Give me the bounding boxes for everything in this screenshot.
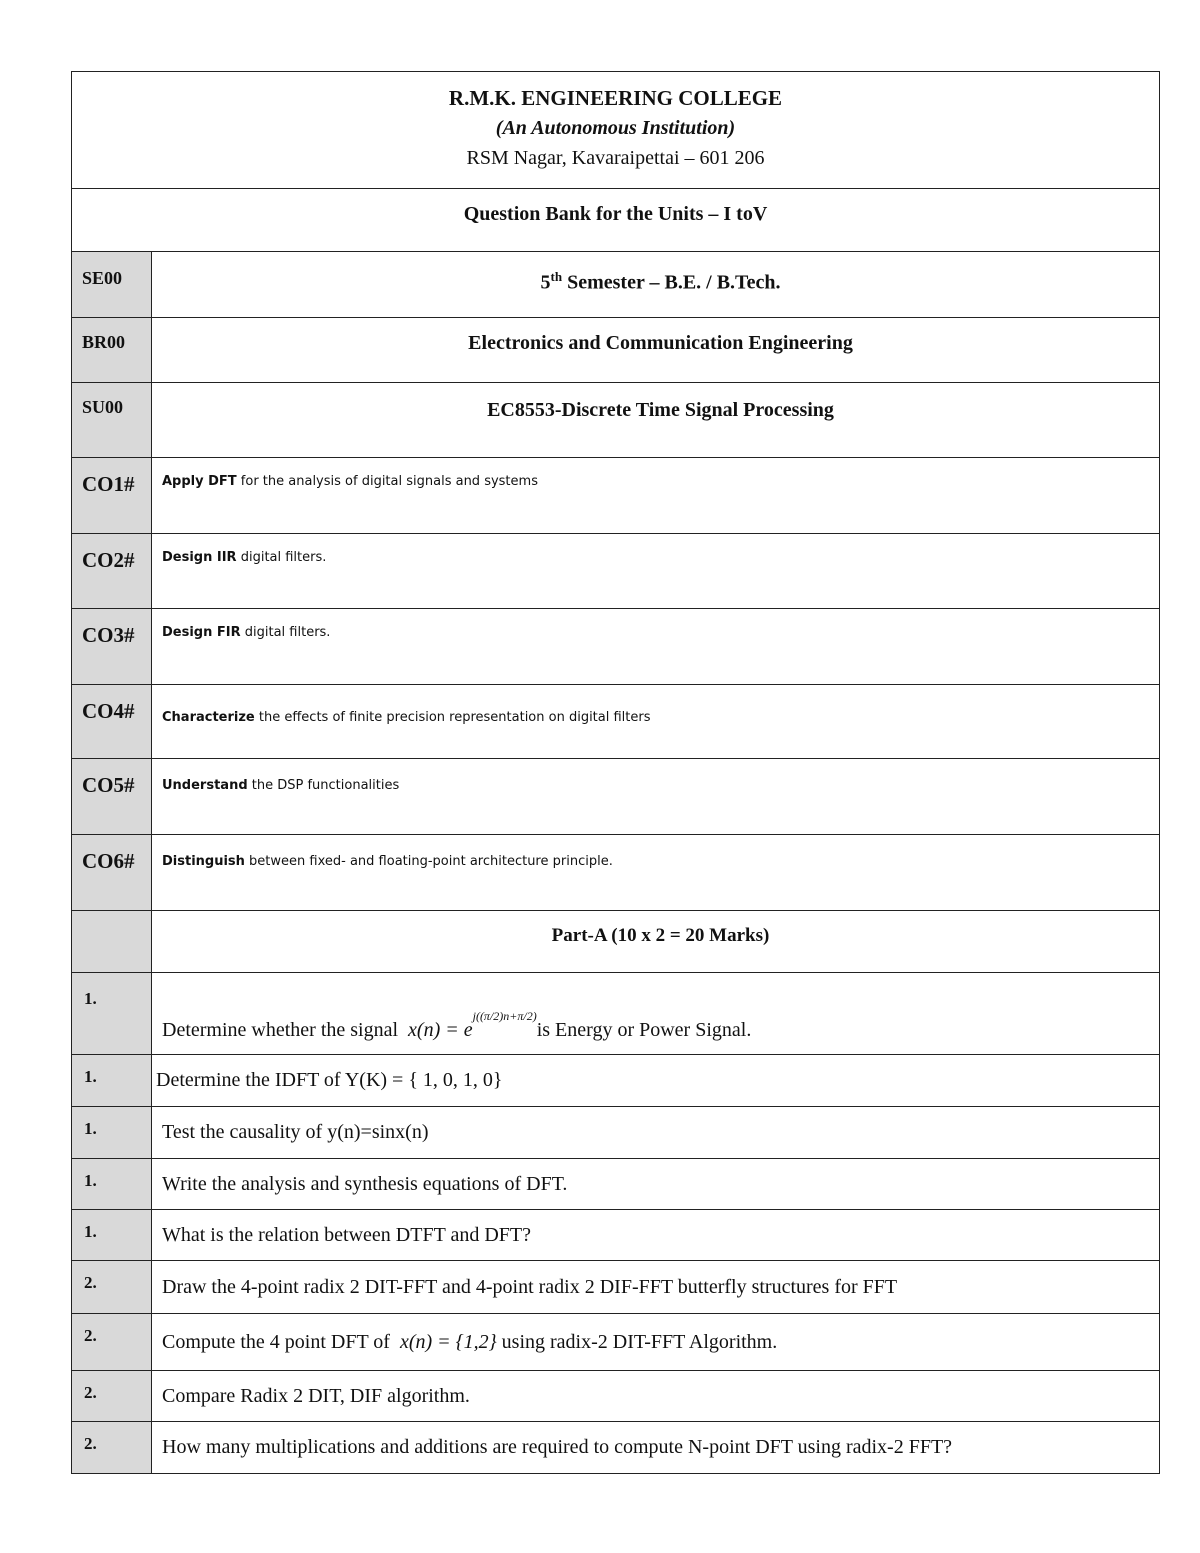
- question-row: [71, 972, 1160, 1054]
- question-text: What is the relation between DTFT and DFT?: [152, 1210, 1160, 1260]
- question-row: [71, 1313, 1160, 1370]
- question-text: Compute the 4 point DFT of x(n) = {1,2} using radix-2 DIT-FFT Algorithm.: [152, 1314, 1160, 1370]
- co-text: Characterize the effects of finite precision representation on digital filters: [152, 685, 1160, 758]
- subject-code: SU00: [71, 383, 152, 457]
- co-code: CO3#: [71, 609, 152, 684]
- question-number: 1.: [71, 1159, 152, 1209]
- question-number: 2.: [71, 1261, 152, 1313]
- co-row: [71, 684, 1160, 758]
- question-row: [71, 1158, 1160, 1209]
- semester-code: SE00: [71, 252, 152, 317]
- co-code: CO4#: [71, 685, 152, 758]
- co-row: [71, 834, 1160, 910]
- question-text: Determine the IDFT of Y(K) = { 1, 0, 1, 0}: [152, 1055, 1160, 1106]
- co-code: CO5#: [71, 759, 152, 834]
- subject-text: EC8553-Discrete Time Signal Processing: [152, 383, 1160, 457]
- question-row: [71, 1260, 1160, 1313]
- college-address: RSM Nagar, Kavaraipettai – 601 206: [466, 147, 765, 169]
- question-row: [71, 1106, 1160, 1158]
- question-text: Draw the 4-point radix 2 DIT-FFT and 4-point radix 2 DIF-FFT butterfly structures for FFT: [152, 1261, 1160, 1313]
- question-number: 2.: [71, 1422, 152, 1473]
- semester-row: [71, 251, 1160, 317]
- question-number: 1.: [71, 973, 152, 1054]
- autonomous-label: (An Autonomous Institution): [495, 117, 736, 139]
- part-a-row: [71, 910, 1160, 972]
- co-row: [71, 758, 1160, 834]
- question-row: [71, 1054, 1160, 1106]
- co-code: CO1#: [71, 458, 152, 533]
- part-a-title: Part-A (10 x 2 = 20 Marks): [152, 911, 1160, 972]
- question-text: Write the analysis and synthesis equations of DFT.: [152, 1159, 1160, 1209]
- co-row: [71, 457, 1160, 533]
- college-name: R.M.K. ENGINEERING COLLEGE: [448, 86, 783, 110]
- co-text: Design FIR digital filters.: [152, 609, 1160, 684]
- part-a-code: [71, 911, 152, 972]
- signal-equation: x(n) = e: [408, 1019, 473, 1041]
- co-text: Design IIR digital filters.: [152, 534, 1160, 608]
- subject-row: [71, 382, 1160, 457]
- signal-exponent: j((π/2)n+π/2): [472, 1009, 537, 1023]
- question-number: 2.: [71, 1371, 152, 1421]
- question-number: 1.: [71, 1055, 152, 1106]
- co-text: Distinguish between fixed- and floating-point architecture principle.: [152, 835, 1160, 910]
- college-header: [71, 71, 1160, 188]
- co-row: [71, 608, 1160, 684]
- question-row: [71, 1209, 1160, 1260]
- semester-text: 5th Semester – B.E. / B.Tech.: [152, 252, 1160, 317]
- question-row: [71, 1370, 1160, 1421]
- question-bank-title: Question Bank for the Units – I toV: [463, 203, 768, 225]
- co-row: [71, 533, 1160, 608]
- branch-text: Electronics and Communication Engineering: [152, 318, 1160, 382]
- question-number: 1.: [71, 1107, 152, 1158]
- branch-row: [71, 317, 1160, 382]
- co-code: CO2#: [71, 534, 152, 608]
- question-bank-sheet: [71, 71, 1160, 1474]
- branch-code: BR00: [71, 318, 152, 382]
- question-text: How many multiplications and additions are required to compute N-point DFT using radix-2 FFT?: [152, 1422, 1160, 1473]
- question-text: Determine whether the signal x(n) = e j((π/2)n+π/2) is Energy or Power Signal.: [152, 973, 1160, 1054]
- question-row: [71, 1421, 1160, 1474]
- question-number: 2.: [71, 1314, 152, 1370]
- co-code: CO6#: [71, 835, 152, 910]
- question-number: 1.: [71, 1210, 152, 1260]
- question-bank-title-row: [71, 188, 1160, 251]
- sequence-equation: x(n) = {1,2}: [399, 1330, 497, 1353]
- question-text: Test the causality of y(n)=sinx(n): [152, 1107, 1160, 1158]
- co-text: Apply DFT for the analysis of digital signals and systems: [152, 458, 1160, 533]
- co-text: Understand the DSP functionalities: [152, 759, 1160, 834]
- question-text: Compare Radix 2 DIT, DIF algorithm.: [152, 1371, 1160, 1421]
